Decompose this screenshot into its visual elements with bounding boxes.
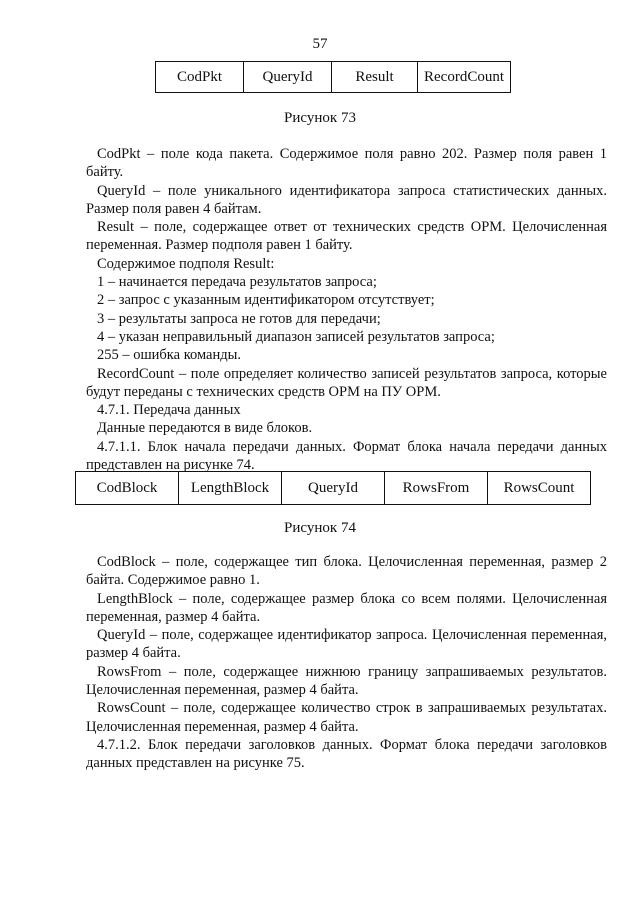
- paragraph: RecordCount – поле определяет количество записей результатов запроса, которые будут переданы с технических средств ОРМ на ПУ ОРМ.: [86, 365, 607, 400]
- paragraph: CodPkt – поле кода пакета. Содержимое поля равно 202. Размер поля равен 1 байту.: [86, 146, 607, 181]
- field-recordcount: RecordCount: [418, 62, 511, 93]
- list-item: 255 – ошибка команды.: [97, 347, 241, 364]
- list-item: 1 – начинается передача результатов запроса;: [97, 274, 377, 291]
- paragraph: 4.7.1.2. Блок передачи заголовков данных. Формат блока передачи заголовков данных представлен на рисунке 75.: [86, 736, 607, 772]
- body-text-block-2: [86, 553, 607, 773]
- field-queryid: QueryId: [244, 62, 332, 93]
- section-heading: 4.7.1. Передача данных: [97, 402, 241, 419]
- field-codblock: CodBlock: [76, 472, 179, 505]
- paragraph: RowsFrom – поле, содержащее нижнюю границу запрашиваемых результатов. Целочисленная переменная, размер 4 байта.: [86, 663, 607, 699]
- body-text-block-1: [86, 145, 607, 474]
- paragraph: CodBlock – поле, содержащее тип блока. Целочисленная переменная, размер 2 байта. Содержимое равно 1.: [86, 554, 607, 589]
- field-result: Result: [332, 62, 418, 93]
- field-queryid: QueryId: [282, 472, 385, 505]
- paragraph: Содержимое подполя Result:: [97, 255, 275, 272]
- paragraph: QueryId – поле, содержащее идентификатор запроса. Целочисленная переменная, размер 4 байта.: [86, 627, 607, 662]
- field-codpkt: CodPkt: [156, 62, 244, 93]
- paragraph: RowsCount – поле, содержащее количество строк в запрашиваемых результатах. Целочисленная переменная, размер 4 байта.: [86, 700, 607, 735]
- paragraph: QueryId – поле уникального идентификатора запроса статистических данных. Размер поля равен 4 байтам.: [86, 182, 607, 217]
- list-item: 3 – результаты запроса не готов для передачи;: [97, 310, 381, 327]
- paragraph: Данные передаются в виде блоков.: [97, 420, 313, 437]
- figure-74-caption: Рисунок 74: [284, 520, 356, 536]
- figure-73-caption: Рисунок 73: [284, 110, 356, 126]
- figure-74-block-structure: [75, 471, 591, 505]
- list-item: 4 – указан неправильный диапазон записей результатов запроса;: [97, 328, 495, 345]
- field-lengthblock: LengthBlock: [179, 472, 282, 505]
- figure-73-packet-structure: [155, 61, 511, 93]
- field-rowscount: RowsCount: [488, 472, 591, 505]
- paragraph: LengthBlock – поле, содержащее размер блока со всем полями. Целочисленная переменная, размер 4 байта.: [86, 590, 607, 625]
- paragraph: Result – поле, содержащее ответ от технических средств ОРМ. Целочисленная переменная. Размер подполя равен 1 байту.: [86, 219, 607, 254]
- paragraph: 4.7.1.1. Блок начала передачи данных. Формат блока начала передачи данных представлен на рисунке 74.: [86, 438, 607, 474]
- field-rowsfrom: RowsFrom: [385, 472, 488, 505]
- list-item: 2 – запрос с указанным идентификатором отсутствует;: [97, 292, 435, 309]
- page-number: 57: [312, 36, 328, 52]
